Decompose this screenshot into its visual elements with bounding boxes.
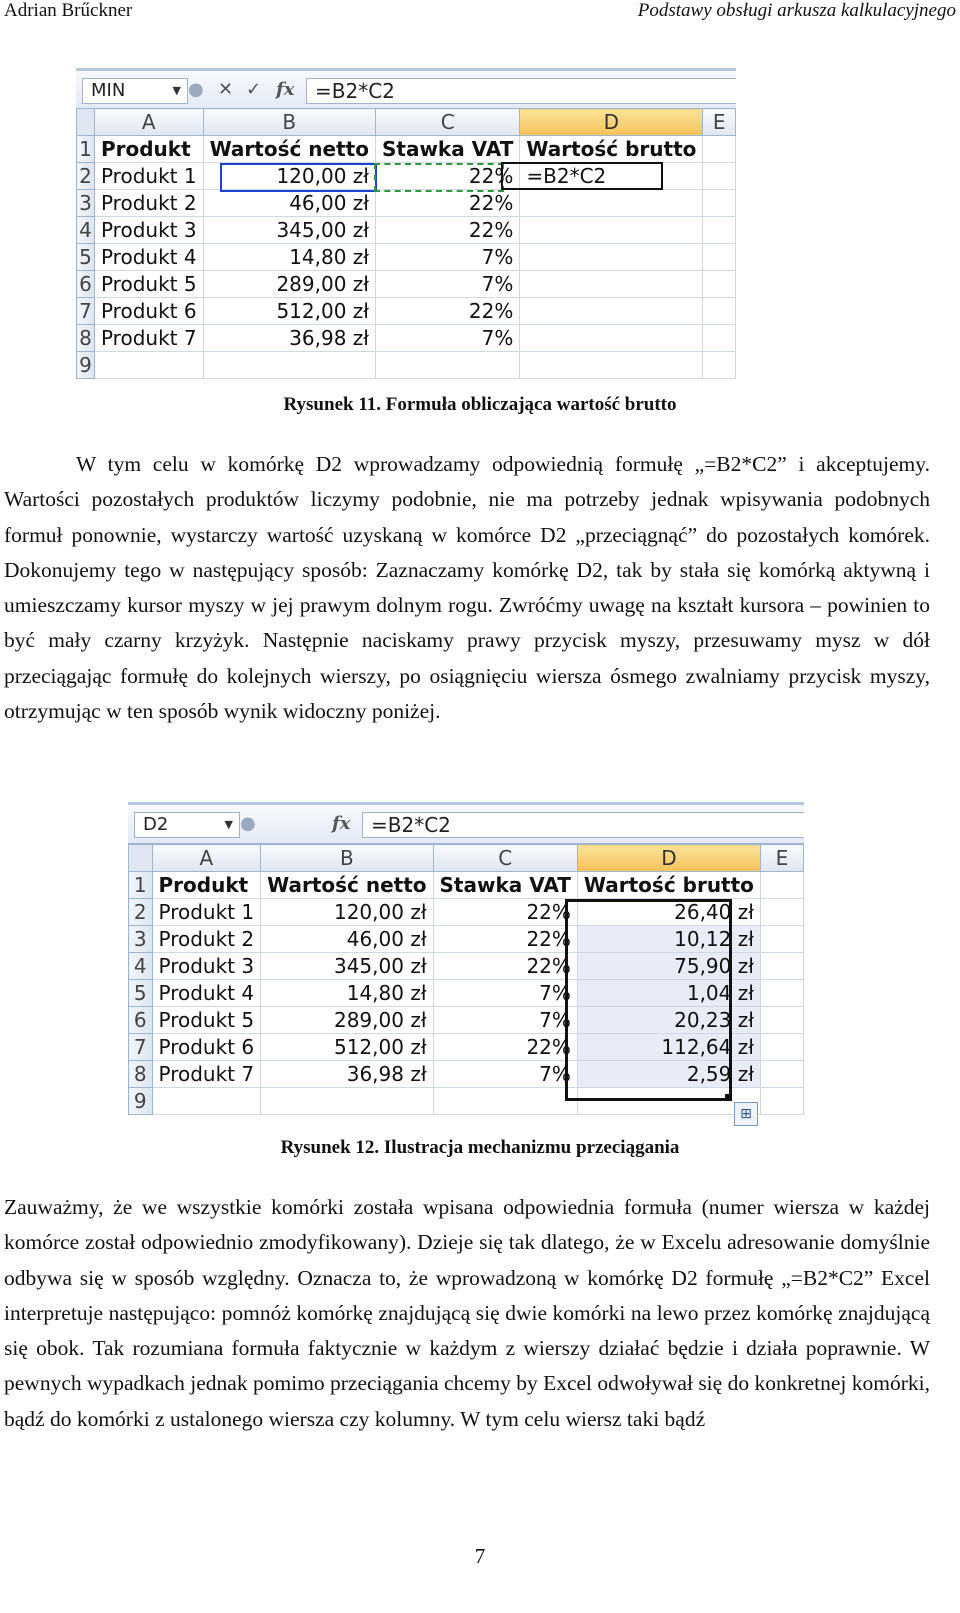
cell-a[interactable]: Produkt 4 (94, 244, 203, 271)
cell-b[interactable]: 289,00 zł (261, 1007, 433, 1034)
cell-e[interactable] (703, 190, 736, 217)
row-header[interactable]: 6 (77, 271, 95, 298)
cell-d1[interactable]: Wartość brutto (577, 872, 760, 899)
cell-c[interactable]: 22% (433, 953, 577, 980)
author-name: Adrian Brűckner (4, 0, 133, 21)
insert-function-icon[interactable]: fx (276, 79, 295, 100)
cell-a[interactable]: Produkt 2 (94, 190, 203, 217)
cell-a1[interactable]: Produkt (152, 872, 261, 899)
row-header[interactable]: 7 (77, 298, 95, 325)
cell-a[interactable]: Produkt 2 (152, 926, 261, 953)
column-header-d[interactable]: D (577, 845, 760, 872)
row-header[interactable]: 4 (129, 953, 153, 980)
formula-bar (76, 68, 736, 110)
name-box[interactable] (134, 812, 240, 838)
table-row (77, 271, 736, 298)
cell-b[interactable]: 120,00 zł (261, 899, 433, 926)
cell-c[interactable]: 22% (375, 298, 519, 325)
resize-handle-icon[interactable]: ● (188, 79, 204, 100)
cancel-icon[interactable]: ✕ (218, 79, 234, 100)
table-row (77, 325, 736, 352)
paragraph-2: Zauważmy, że we wszystkie komórki została wpisana odpowiednia formuła (numer wiersza w każdej komórce został odpowiednio zmodyfikowany). Dzieje się tak dlatego, że w Excelu adresowanie domyślnie odbywa się w sposób względny. Oznacza to, że wprowadzoną w komórkę D2 formułę „=B2*C2” Excel interpretuje następująco: pomnóż komórkę znajdującą się dwie komórki na lewo przez komórkę znajdującą się obok. Tak rozumiana formuła faktycznie w każdym z wierszy działać będzie i działa poprawnie. W pewnych wypadkach jednak pomimo przeciągania chcemy by Excel odwoływał się do konkretnej komórki, bądź do komórki z ustalonego wiersza czy kolumny. W tym celu wiersz taki bądź (4, 1195, 931, 1431)
column-header-c[interactable]: C (433, 845, 577, 872)
name-box-value: D2 (143, 814, 169, 835)
column-header-row (77, 109, 736, 136)
chevron-down-icon[interactable]: ▼ (172, 84, 181, 97)
cell-b[interactable]: 120,00 zł (203, 163, 375, 190)
auto-fill-options-icon[interactable]: ⊞ (734, 1102, 758, 1126)
cell-d-editing[interactable]: =B2*C2 (520, 163, 703, 190)
select-all-corner[interactable] (129, 845, 153, 872)
column-header-b[interactable]: B (203, 109, 375, 136)
column-header-e[interactable]: E (703, 109, 736, 136)
cell-e[interactable] (760, 1007, 803, 1034)
book-title: Podstawy obsługi arkusza kalkulacyjnego (637, 0, 956, 21)
cell-c[interactable]: 7% (433, 1007, 577, 1034)
cell-c[interactable]: 7% (375, 271, 519, 298)
cell-c[interactable]: 22% (375, 163, 519, 190)
cell-d[interactable]: 26,40 zł (577, 899, 760, 926)
cell-a[interactable] (152, 1088, 261, 1115)
cell-b[interactable]: 36,98 zł (203, 325, 375, 352)
row-header[interactable]: 6 (129, 1007, 153, 1034)
cell-d[interactable] (577, 1088, 760, 1115)
cell-a[interactable]: Produkt 3 (94, 217, 203, 244)
row-header[interactable]: 8 (77, 325, 95, 352)
table-row (129, 980, 804, 1007)
cell-d[interactable]: 112,64 zł (577, 1034, 760, 1061)
name-box[interactable] (82, 78, 188, 104)
cell-c[interactable]: 7% (433, 1061, 577, 1088)
table-row (129, 872, 804, 899)
name-box-value: MIN (91, 80, 126, 101)
table-row (129, 1088, 804, 1115)
cell-a[interactable]: Produkt 5 (94, 271, 203, 298)
cell-c1[interactable]: Stawka VAT (375, 136, 519, 163)
cell-a[interactable]: Produkt 4 (152, 980, 261, 1007)
cell-e[interactable] (703, 244, 736, 271)
cell-d1[interactable]: Wartość brutto (520, 136, 703, 163)
cell-b[interactable]: 46,00 zł (261, 926, 433, 953)
cell-e[interactable] (703, 298, 736, 325)
table-row (129, 1007, 804, 1034)
row-header[interactable]: 1 (77, 136, 95, 163)
cell-c[interactable]: 22% (375, 217, 519, 244)
paragraph-1: W tym celu w komórkę D2 wprowadzamy odpowiednią formułę „=B2*C2” i akceptujemy. Wartości pozostałych produktów liczymy podobnie, nie ma potrzeby jednak wpisywania podobnych formuł ponownie, wystarczy wartość uzyskaną w komórce D2 „przeciągnąć” do pozostałych komórek. Dokonujemy tego w następujący sposób: Zaznaczamy komórkę D2, tak by stała się komórką aktywną i umieszczamy kursor myszy w jej prawym dolnym rogu. Zwróćmy uwagę na kształt kursora – powinien to być mały czarny krzyżyk. Następnie naciskamy prawy przycisk myszy, przesuwamy mysz w dół przeciągając formułę do kolejnych wierszy, po osiągnięciu wiersza ósmego zwalniamy przycisk myszy, otrzymując w ten sposób wynik widoczny poniżej. (4, 452, 930, 724)
formula-text: =B2*C2 (315, 79, 395, 103)
formula-bar (128, 802, 804, 844)
cell-e[interactable] (703, 325, 736, 352)
row-header[interactable]: 9 (77, 352, 95, 379)
cell-d[interactable]: 1,04 zł (577, 980, 760, 1007)
column-header-c[interactable]: C (375, 109, 519, 136)
select-all-corner[interactable] (77, 109, 95, 136)
cell-d[interactable]: 10,12 zł (577, 926, 760, 953)
row-header[interactable]: 9 (129, 1088, 153, 1115)
cell-d[interactable]: 20,23 zł (577, 1007, 760, 1034)
cell-e[interactable] (760, 899, 803, 926)
table-row (77, 136, 736, 163)
cell-a[interactable]: Produkt 3 (152, 953, 261, 980)
row-header[interactable]: 7 (129, 1034, 153, 1061)
row-header[interactable]: 3 (129, 926, 153, 953)
cell-b[interactable]: 345,00 zł (203, 217, 375, 244)
cell-d[interactable] (520, 190, 703, 217)
cell-e1[interactable] (703, 136, 736, 163)
cell-b[interactable]: 14,80 zł (203, 244, 375, 271)
table-row (77, 190, 736, 217)
cell-e[interactable] (760, 1061, 803, 1088)
cell-d[interactable] (520, 244, 703, 271)
cell-c[interactable]: 7% (433, 980, 577, 1007)
cell-e[interactable] (760, 926, 803, 953)
column-header-e[interactable]: E (760, 845, 803, 872)
column-header-a[interactable]: A (152, 845, 261, 872)
row-header[interactable]: 3 (77, 190, 95, 217)
resize-handle-icon[interactable]: ● (240, 813, 256, 834)
cell-e1[interactable] (760, 872, 803, 899)
column-header-a[interactable]: A (94, 109, 203, 136)
cell-e[interactable] (760, 1034, 803, 1061)
cell-c1[interactable]: Stawka VAT (433, 872, 577, 899)
worksheet-grid (76, 108, 736, 379)
cell-d[interactable]: 75,90 zł (577, 953, 760, 980)
cell-d[interactable] (520, 298, 703, 325)
cell-c[interactable]: 22% (433, 1034, 577, 1061)
row-header[interactable]: 1 (129, 872, 153, 899)
row-header[interactable]: 2 (77, 163, 95, 190)
cell-c[interactable]: 7% (375, 325, 519, 352)
cell-b[interactable]: 46,00 zł (203, 190, 375, 217)
cell-e[interactable] (703, 352, 736, 379)
cell-d[interactable] (520, 271, 703, 298)
column-header-b[interactable]: B (261, 845, 433, 872)
figure-1-spreadsheet (76, 68, 736, 388)
cell-a[interactable]: Produkt 7 (152, 1061, 261, 1088)
cell-a[interactable]: Produkt 6 (152, 1034, 261, 1061)
cell-b[interactable]: 345,00 zł (261, 953, 433, 980)
cell-c[interactable]: 7% (375, 244, 519, 271)
cell-a[interactable]: Produkt 1 (94, 163, 203, 190)
cell-b[interactable]: 36,98 zł (261, 1061, 433, 1088)
page-number: 7 (474, 1544, 486, 1568)
figure-2-caption: Rysunek 12. Ilustracja mechanizmu przeciągania (280, 1137, 680, 1158)
cell-d[interactable] (520, 217, 703, 244)
row-header[interactable]: 5 (77, 244, 95, 271)
formula-input[interactable] (306, 78, 736, 104)
fill-handle[interactable] (725, 1094, 732, 1101)
table-row (129, 926, 804, 953)
cell-a[interactable]: Produkt 1 (152, 899, 261, 926)
cell-d[interactable] (520, 325, 703, 352)
table-row (129, 899, 804, 926)
cell-d[interactable] (520, 352, 703, 379)
table-row (129, 1034, 804, 1061)
row-header[interactable]: 8 (129, 1061, 153, 1088)
cell-a1[interactable]: Produkt (94, 136, 203, 163)
cell-a[interactable]: Produkt 5 (152, 1007, 261, 1034)
cell-e[interactable] (760, 953, 803, 980)
cell-c[interactable] (433, 1088, 577, 1115)
cell-b[interactable] (261, 1088, 433, 1115)
row-header[interactable]: 4 (77, 217, 95, 244)
table-row (77, 298, 736, 325)
cell-a[interactable]: Produkt 6 (94, 298, 203, 325)
cell-e[interactable] (760, 1088, 803, 1115)
table-row (77, 217, 736, 244)
cell-d[interactable]: 2,59 zł (577, 1061, 760, 1088)
cell-a[interactable]: Produkt 7 (94, 325, 203, 352)
column-header-d[interactable]: D (520, 109, 703, 136)
cell-c[interactable] (375, 352, 519, 379)
cell-b[interactable]: 512,00 zł (261, 1034, 433, 1061)
figure-2-spreadsheet (128, 802, 804, 1132)
cell-b[interactable]: 289,00 zł (203, 271, 375, 298)
cell-b[interactable] (203, 352, 375, 379)
cell-a[interactable] (94, 352, 203, 379)
worksheet-grid (128, 844, 804, 1115)
cell-e[interactable] (703, 271, 736, 298)
cell-e[interactable] (760, 980, 803, 1007)
running-head (4, 0, 956, 24)
cell-c[interactable]: 22% (433, 899, 577, 926)
table-row (77, 244, 736, 271)
table-row (129, 953, 804, 980)
table-row (77, 163, 736, 190)
enter-icon[interactable]: ✓ (246, 79, 262, 100)
chevron-down-icon[interactable]: ▼ (224, 818, 233, 831)
figure-1-caption: Rysunek 11. Formuła obliczająca wartość brutto (283, 394, 677, 415)
cell-c[interactable]: 22% (375, 190, 519, 217)
column-header-row (129, 845, 804, 872)
cell-c[interactable]: 22% (433, 926, 577, 953)
cell-e[interactable] (703, 163, 736, 190)
formula-text: =B2*C2 (371, 813, 451, 837)
cell-e[interactable] (703, 217, 736, 244)
cell-b[interactable]: 14,80 zł (261, 980, 433, 1007)
cell-b1[interactable]: Wartość netto (203, 136, 375, 163)
cell-b[interactable]: 512,00 zł (203, 298, 375, 325)
row-header[interactable]: 2 (129, 899, 153, 926)
formula-input[interactable] (362, 812, 804, 838)
row-header[interactable]: 5 (129, 980, 153, 1007)
table-row (129, 1061, 804, 1088)
insert-function-icon[interactable]: fx (332, 813, 351, 834)
cell-b1[interactable]: Wartość netto (261, 872, 433, 899)
table-row (77, 352, 736, 379)
